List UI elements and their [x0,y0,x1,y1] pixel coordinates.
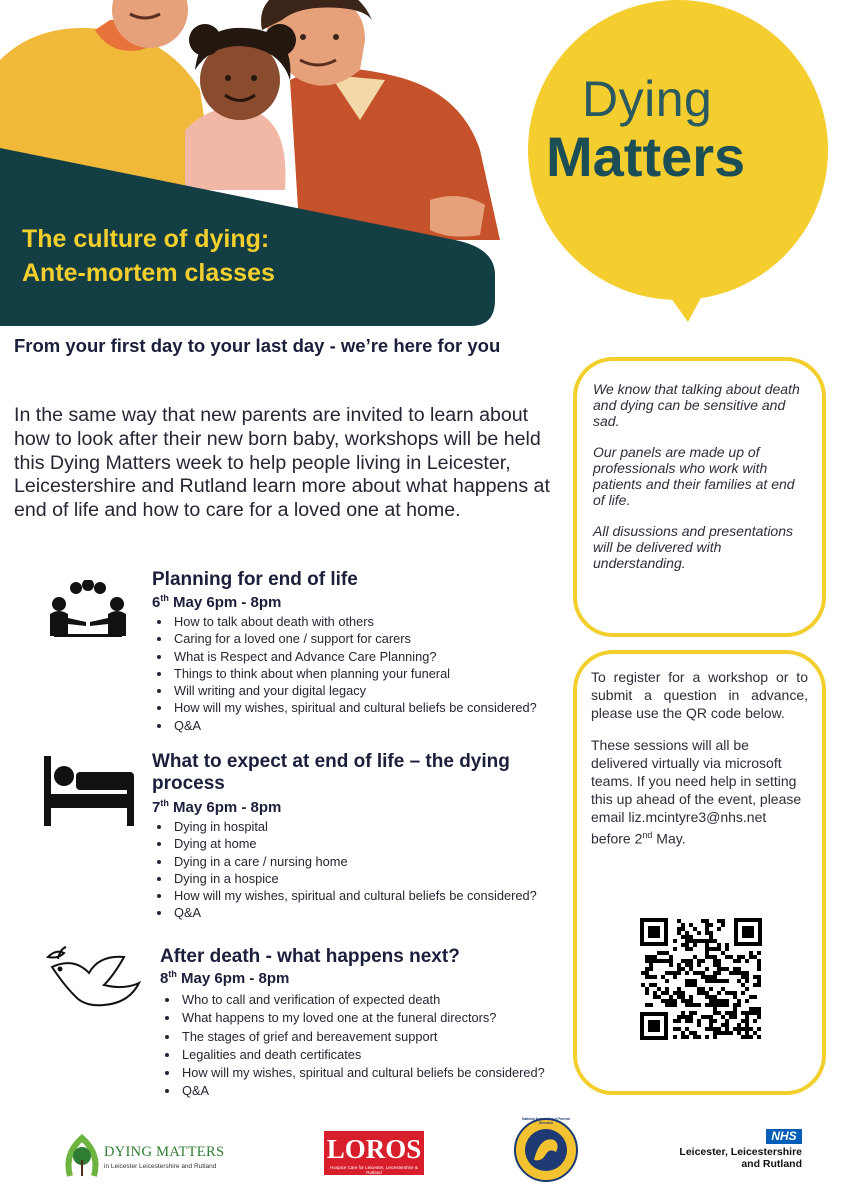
session-date: 7th May 6pm - 8pm [152,798,282,816]
list-item: • Dying in a care / nursing home [172,853,562,870]
reassurance-text-3: All disussions and presentations will be delivered with understanding. [593,523,794,571]
nhs-organisation-name: Leicester, Leicestershire and Rutland [679,1146,802,1170]
session-title: After death - what happens next? [160,946,460,967]
tagline: From your first day to your last day - we’re here for you [14,335,501,356]
virtual-session-text: These sessions will all be delivered virtually via microsoft teams. If you need help in setting this up ahead of the event, please email liz.mcintyre3@nhs.net before 2nd May. [591,737,802,847]
session-planning [152,569,562,734]
session-title: What to expect at end of life – the dying process [152,751,510,794]
list-item: • How will my wishes, spiritual and cultural beliefs be considered? [172,699,562,716]
session-topics [160,991,560,1101]
registration-qr-code[interactable] [640,918,762,1040]
list-item: • What happens to my loved one at the funeral directors? [180,1009,560,1027]
logo-word-dying: Dying [582,71,713,127]
session-after-death [160,946,560,1101]
session-topics [152,818,562,922]
list-item: • Q&A [180,1082,560,1100]
list-item: • Who to call and verification of expected death [180,991,560,1009]
reassurance-text-2: Our panels are made up of professionals who work with patients and their families at end of life. [593,444,795,508]
reassurance-text-1: We know that talking about death and dying can be sensitive and sad. [593,381,800,429]
dm-llr-subtitle: in Leicester Leicestershire and Rutland [104,1163,217,1170]
loros-title: LOROS [326,1134,422,1164]
nhs-badge [766,1129,802,1144]
loros-logo [324,1131,424,1175]
banner-title-line1: The culture of dying: [22,225,270,253]
list-item: • Dying in hospital [172,818,562,835]
session-dying-process [152,751,562,922]
list-item: • The stages of grief and bereavement support [180,1028,560,1046]
list-item: • Caring for a loved one / support for carers [172,630,562,647]
banner-title-line2: Ante-mortem classes [22,259,275,287]
group-discussion-icon [50,580,126,645]
list-item: • How to talk about death with others [172,613,562,630]
nafd-crest-logo [514,1118,578,1182]
session-title: Planning for end of life [152,569,358,590]
list-item: • How will my wishes, spiritual and cultural beliefs be considered? [180,1064,560,1082]
list-item: • Q&A [172,717,562,734]
list-item: • Things to think about when planning your funeral [172,665,562,682]
list-item: • Dying in a hospice [172,870,562,887]
nafd-ring-text: National Association of Funeral Directors [522,1117,570,1125]
list-item: • Legalities and death certificates [180,1046,560,1064]
session-topics [152,613,562,734]
dying-matters-llr-logo [62,1134,242,1178]
dove-icon [44,945,144,1020]
list-item: • Will writing and your digital legacy [172,682,562,699]
intro-paragraph: In the same way that new parents are invited to learn about how to look after their new born baby, workshops will be held this Dying Matters week to help people living in Leicester, Leicestershire and Rutland learn more about what happens at end of life and how to care for a loved one at home. [14,404,550,522]
list-item: • Q&A [172,904,562,921]
bed-icon [44,756,134,831]
loros-subtitle: Hospice Care for Leicester, Leicestershire & Rutland [330,1165,418,1175]
registration-text: To register for a workshop or to submit a question in advance, please use the QR code below. [591,669,808,721]
list-item: • How will my wishes, spiritual and cultural beliefs be considered? [172,887,562,904]
logo-word-matters: Matters [546,125,746,188]
list-item: • Dying at home [172,835,562,852]
nhs-badge-text: NHS [771,1129,797,1143]
list-item: • What is Respect and Advance Care Planning? [172,648,562,665]
session-date: 8th May 6pm - 8pm [160,969,290,987]
banner-title [22,222,482,290]
reassurance-box [573,357,826,637]
session-date: 6th May 6pm - 8pm [152,593,282,611]
dm-llr-title: DYING MATTERS [104,1144,225,1160]
